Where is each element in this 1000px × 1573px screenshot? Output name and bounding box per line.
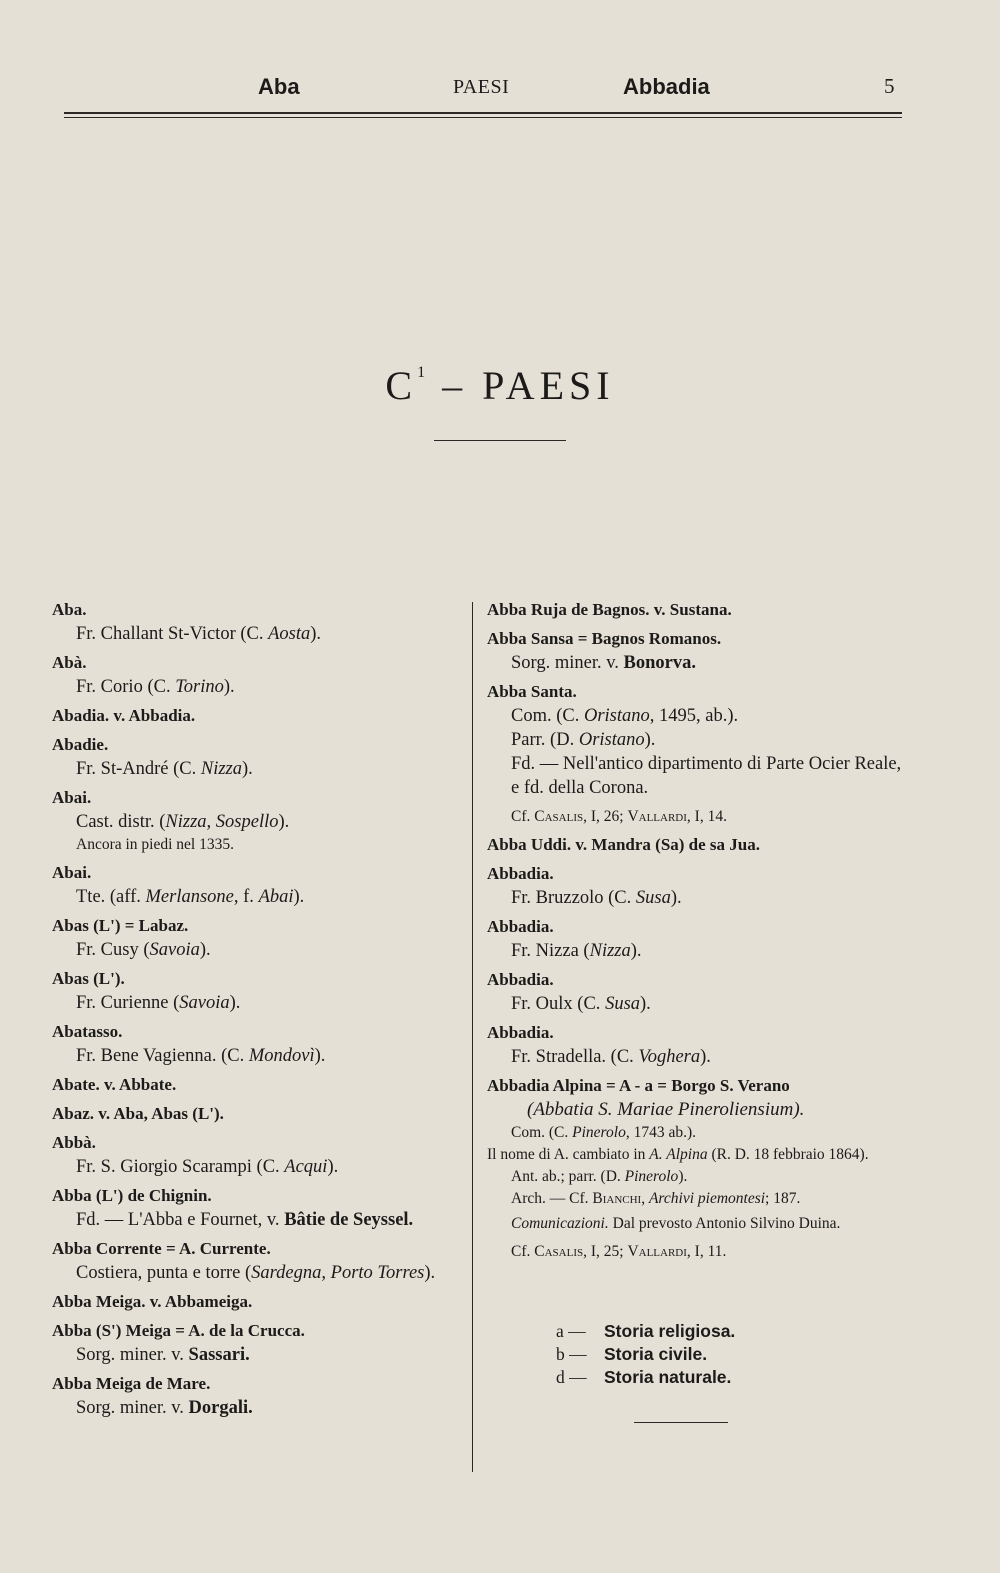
entry [52,861,462,909]
entry-text: , 1743 ab.). [625,1124,696,1141]
entry-head: Abba (L') de Chignin. [52,1186,212,1205]
entry-head: Abbadia Alpina = A - a = Borgo S. Verano [487,1076,790,1095]
entry-text: ). [310,624,322,644]
entry [487,915,902,963]
entry-text: Com. (C. [511,1124,573,1141]
entry [487,598,902,622]
entry-text: , I, 14. [686,808,727,825]
entry-text: Tte. (aff. [76,887,146,907]
entry [487,627,902,675]
entry-line [487,1213,902,1235]
entry-crossref: Bonorva. [623,653,697,673]
legend-row [556,1320,735,1343]
entry-head: Abai. [52,863,92,882]
entry-line [487,1166,902,1188]
entry-line [487,1045,902,1069]
entry-text: , I, 11. [686,1243,727,1260]
section-superscript: 1 [417,364,426,381]
entry [52,651,462,699]
entry [52,1020,462,1068]
entry-text: , f. [233,887,259,907]
entry-line [52,1155,462,1179]
running-header [0,74,1000,104]
entry [487,833,902,857]
entry-line [52,810,462,834]
entry-italic: Pinerolo [624,1168,679,1185]
entry-text: Fd. — Nell'antico dipartimento di Parte Ocier Reale, e fd. della Corona. [511,754,902,798]
entry-italic: Nizza [200,759,243,779]
entry-text: Costiera, punta e torre ( [76,1263,252,1283]
entry-italic: Savoia [179,993,230,1013]
entry-head: Abbà. [52,1133,96,1152]
page-number: 5 [884,74,895,98]
entry-line [52,622,462,646]
entry-text: Fr. Bruzzolo (C. [511,888,636,908]
entry-italic: Pinerolo [572,1124,626,1141]
entry-text: Ant. ab.; parr. (D. [511,1168,625,1185]
entry-text: Parr. (D. [511,730,579,750]
entry [52,786,462,856]
entry [52,1319,462,1367]
entry-line [52,1208,462,1232]
section-rule [434,440,566,441]
entry-head: Abba Corrente = A. Currente. [52,1239,271,1258]
entry-author: Bianchi [592,1190,642,1207]
entry-author: Vallardi [627,808,687,825]
entry-text: , I, 26; [583,808,628,825]
entry [52,598,462,646]
entry-head: Abate. v. Abbate. [52,1075,177,1094]
legend-value: Storia religiosa. [604,1321,736,1341]
legend-key: b — [556,1344,587,1364]
entry-text: ). [293,887,305,907]
header-left-word: Aba [258,74,300,99]
entry-crossref: Dorgali. [188,1398,253,1418]
entry-text: Dal prevosto Antonio Silvino Duina. [608,1215,841,1232]
entry-line [52,1044,462,1068]
header-right-word: Abbadia [623,74,710,99]
right-column [487,598,902,1268]
entry-head: Abba Santa. [487,682,577,701]
entry [52,1184,462,1232]
entry-citation [487,806,902,828]
entry-text: ). [278,812,290,832]
entry-line [52,757,462,781]
left-column [52,598,462,1425]
entry-line [52,938,462,962]
entry-text: Sorg. miner. v. [511,653,624,673]
entry [52,1237,462,1285]
entry-text: Fr. Oulx (C. [511,994,606,1014]
entry-text: ). [640,994,651,1014]
entry-head: Abbadia. [487,864,554,883]
entry-italic: Oristano [578,730,645,750]
entry-line [487,939,902,963]
legend-rule [634,1422,728,1423]
header-rule-thin [64,117,902,118]
entry-text: Cf. [511,1243,535,1260]
entry-italic: Susa [635,888,671,908]
entry-crossref: Sassari. [188,1345,250,1365]
entry-head: Abba (S') Meiga = A. de la Crucca. [52,1321,305,1340]
entry-italic: Archivi piemontesi [648,1190,766,1207]
legend-key: d — [556,1367,587,1387]
entry-line [487,728,902,752]
entry [52,1131,462,1179]
entry-italic: Torino [175,677,224,697]
entry-head: Abba Uddi. v. Mandra (Sa) de sa Jua. [487,835,761,854]
entry [487,1021,902,1069]
legend-row [556,1343,735,1366]
entry-line [487,1144,902,1166]
entry-citation [487,1241,902,1263]
entry [52,1073,462,1097]
entry-head: Abba Meiga. v. Abbameiga. [52,1292,253,1311]
entry-line [52,885,462,909]
entry-italic: Aosta [268,624,311,644]
entry-text: ). [630,941,642,961]
entry [487,680,902,828]
entry-line [487,752,902,800]
entry [52,704,462,728]
entry-text: ). [670,888,682,908]
entry-crossref: Bâtie de Seyssel. [284,1210,414,1230]
entry [487,862,902,910]
entry-line [52,991,462,1015]
legend [556,1320,735,1389]
entry-line [52,1343,462,1367]
entry-text: Fr. Cusy ( [76,940,150,960]
entry-italic: Voghera [638,1047,701,1067]
entry-italic: Merlansone [145,887,234,907]
entry-text: Com. (C. [511,706,584,726]
entry-text: ; 187. [765,1190,801,1207]
entry-head: Abba Meiga de Mare. [52,1374,211,1393]
entry-text: (R. D. 18 febbraio 1864). [707,1146,869,1163]
entry-line [487,704,902,728]
entry-text: Arch. — Cf. [511,1190,593,1207]
entry-text: , I, 25; [583,1243,628,1260]
entry [52,1290,462,1314]
entry-head: Aba. [52,600,87,619]
entry-text: Fd. — L'Abba e Fournet, v. [76,1210,285,1230]
entry-text: Fr. Stradella. (C. [511,1047,639,1067]
entry-italic: Acqui [284,1157,328,1177]
entry-italic: Oristano [583,706,650,726]
entry-text: ). [700,1047,711,1067]
entry-line [487,1122,902,1144]
entry-head: Abbadia. [487,970,554,989]
entry-author: Casalis [534,808,584,825]
entry-text: Cf. [511,808,535,825]
entry-line [487,992,902,1016]
section-prefix: C [385,363,418,408]
entry-author: Casalis [534,1243,584,1260]
entry [52,1372,462,1420]
entry-line [52,675,462,699]
entry-head-latin: (Abbatia S. Mariae Pineroliensium). [527,1099,805,1120]
entry-text: ). [223,677,235,697]
entry-head: Abas (L') = Labaz. [52,916,189,935]
entry-text: Fr. Nizza ( [511,941,590,961]
entry-text: Cast. distr. ( [76,812,166,832]
entry-line [487,886,902,910]
entry-text: Sorg. miner. v. [76,1398,189,1418]
entry-text: ). [644,730,656,750]
legend-key: a — [556,1321,586,1341]
header-center-word: PAESI [453,76,510,98]
entry-italic: Abai [258,887,294,907]
entry-italic: Nizza [589,941,631,961]
entry-line [52,1261,462,1285]
entry-text: Fr. St-André (C. [76,759,201,779]
entry-author: Vallardi [627,1243,687,1260]
entry-text: Fr. Corio (C. [76,677,176,697]
entry-head: Abadia. v. Abbadia. [52,706,196,725]
entry-italic: Susa [605,994,641,1014]
section-title [0,362,1000,409]
entry-text: ). [199,940,211,960]
entry-text: Fr. Bene Vagienna. (C. [76,1046,249,1066]
entry-head: Abai. [52,788,92,807]
entry-italic: Savoia [149,940,200,960]
entry-text: , [641,1190,649,1207]
entry-head: Abba Ruja de Bagnos. v. Sustana. [487,600,732,619]
section-title-text: – PAESI [442,363,615,408]
entry-text: ). [314,1046,326,1066]
entry [487,968,902,1016]
entry-text: ). [229,993,241,1013]
entry-head: Abba Sansa = Bagnos Romanos. [487,629,722,648]
entry-italic: A. Alpina [649,1146,708,1163]
entry-italic: Sardegna, Porto Torres [251,1263,425,1283]
header-rule-thick [64,112,902,114]
legend-value: Storia naturale. [604,1367,732,1387]
entry-text: Il nome di A. cambiato in [487,1146,650,1163]
entry [52,967,462,1015]
entry-text: , 1495, ab.). [649,706,739,726]
entry-head: Abas (L'). [52,969,125,988]
entry-line [487,651,902,675]
entry-head: Abà. [52,653,87,672]
entry [52,914,462,962]
column-divider [472,602,473,1472]
entry-text: ). [424,1263,436,1283]
legend-value: Storia civile. [604,1344,708,1364]
entry-text: Fr. Challant St-Victor (C. [76,624,269,644]
entry-text: Sorg. miner. v. [76,1345,189,1365]
entry-text: Fr. S. Giorgio Scarampi (C. [76,1157,285,1177]
entry-line [52,1396,462,1420]
entry-note: Ancora in piedi nel 1335. [76,836,234,853]
entry-head: Abaz. v. Aba, Abas (L'). [52,1104,224,1123]
entry-text: Fr. Curienne ( [76,993,180,1013]
entry-head: Abatasso. [52,1022,123,1041]
legend-row [556,1366,735,1389]
entry-head: Abadie. [52,735,109,754]
entry [487,1074,902,1263]
entry-head: Abbadia. [487,1023,554,1042]
entry [52,1102,462,1126]
entry-text: ). [678,1168,688,1185]
entry-head: Abbadia. [487,917,554,936]
entry [52,733,462,781]
entry-text: ). [242,759,253,779]
entry-text: ). [327,1157,339,1177]
entry-italic: Mondovì [248,1046,315,1066]
entry-italic: Nizza, Sospello [165,812,279,832]
entry-italic: Comunicazioni. [511,1215,609,1232]
entry-line [487,1188,902,1210]
